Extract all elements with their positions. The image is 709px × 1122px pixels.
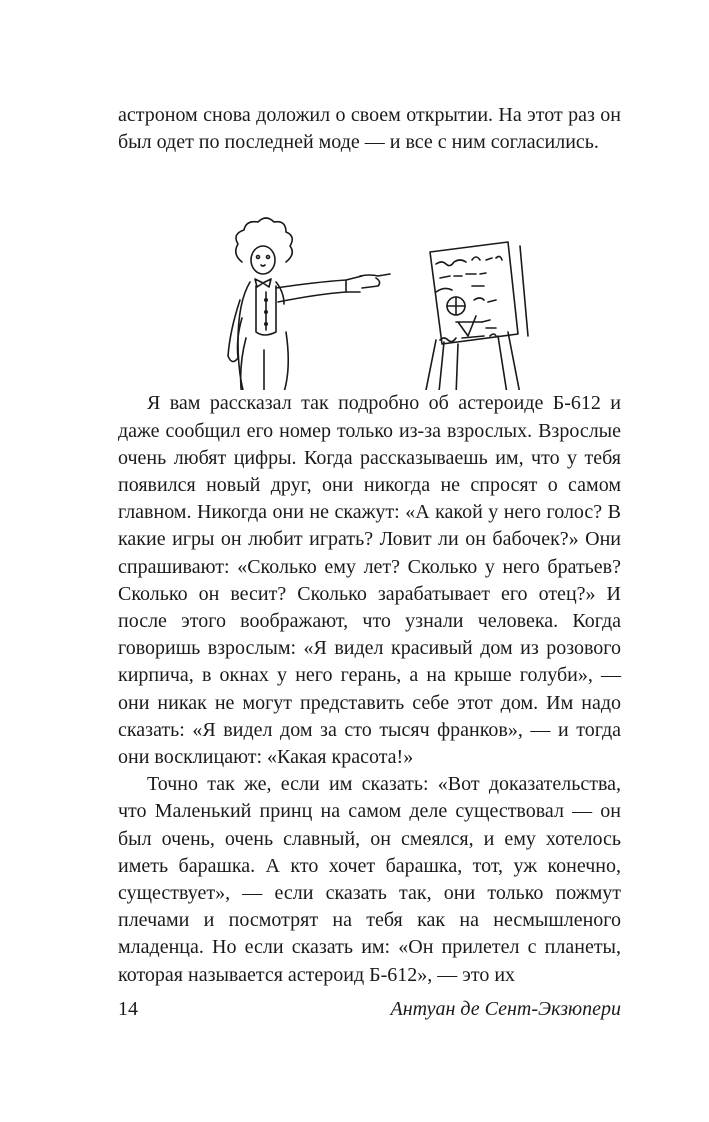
page-number: 14 — [118, 998, 138, 1020]
astronomer-illustration — [118, 160, 621, 390]
running-author: Антуан де Сент-Экзюпери — [390, 998, 621, 1020]
astronomer-figure — [228, 218, 390, 390]
page-body — [118, 102, 621, 989]
astronomer-drawing — [118, 160, 621, 390]
paragraph-2: Я вам рассказал так подробно об астероиде Б-612 и даже сообщил его номер только из-за взрослых. Взрослые очень любят цифры. Когда рассказываешь им, что у тебя появился новый друг, они никогда не спросят о самом главном. Никогда они не скажут: «А какой у него голос? В какие игры он любит играть? Ловит ли он бабочек?» Они спрашивают: «Сколько ему лет? Сколько у него братьев? Сколько он весит? Сколько зарабатывает его отец?» И после этого воображают, что узнали человека. Когда говоришь взрослым: «Я видел красивый дом из розового кирпича, в окнах у него герань, а на крыше голуби», — они никак не могут представить себе этот дом. Им надо сказать: «Я видел дом за сто тысяч франков», — и тогда они восклицают: «Какая красота!» — [118, 392, 621, 769]
blackboard-easel — [424, 242, 528, 390]
page-footer — [118, 996, 621, 1023]
paragraph-1: астроном снова доложил о своем открытии. На этот раз он был одет по последней моде — и все с ним согласились. — [118, 104, 621, 154]
paragraph-3: Точно так же, если им сказать: «Вот доказательства, что Маленький принц на самом деле существовал — он был очень, очень славный, он смеялся, и ему хотелось иметь барашка. А кто хочет барашка, тот, уж конечно, существует», — если сказать так, они только пожмут плечами и посмотрят на тебя как на несмышленого младенца. Но если сказать им: «Он прилетел с планеты, которая называется астероид Б-612», — это их — [118, 773, 621, 986]
